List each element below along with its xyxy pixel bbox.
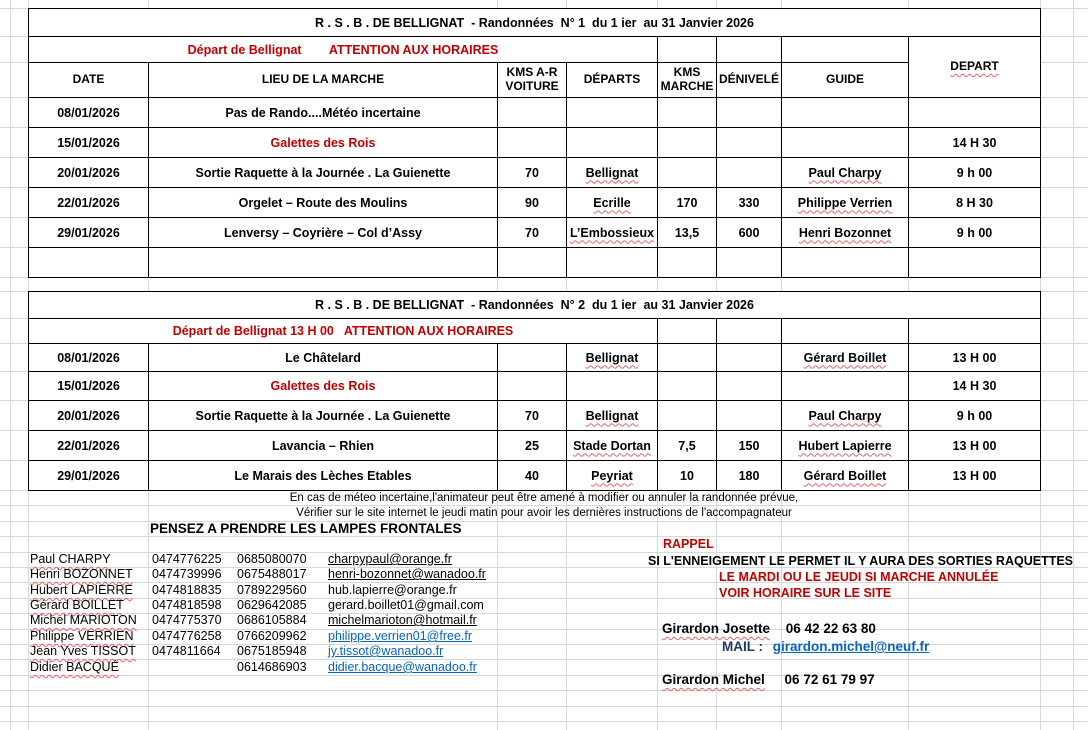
cell-depart: 13 H 00 <box>909 461 1041 491</box>
contact-name: Gérard BOILLET <box>30 598 124 612</box>
cell-kms-marche <box>658 401 717 431</box>
cell-lieu: Pas de Rando....Météo incertaine <box>149 98 498 128</box>
gridline <box>0 536 1088 537</box>
cell-empty <box>782 319 909 344</box>
cell-departs: Bellignat <box>567 158 658 188</box>
rando-table-2 <box>28 291 1041 491</box>
cell-denivele: 150 <box>717 431 782 461</box>
cell-departs: Stade Dortan <box>567 431 658 461</box>
contact-row <box>0 567 1088 582</box>
cell-kms-ar: 25 <box>498 431 567 461</box>
contact-phone-2: 0686105884 <box>237 613 307 627</box>
contact-phone-1: 0474811664 <box>152 644 221 658</box>
cell-departs <box>567 128 658 158</box>
column-header-kms-marche: KMS MARCHE <box>658 63 717 98</box>
cell-lieu: Sortie Raquette à la Journée . La Guienette <box>149 158 498 188</box>
gridline <box>0 690 1088 691</box>
weather-note: En cas de méteo incertaine,l'animateur peut être amené à modifier ou annuler la randonnée prévue, <box>289 492 799 504</box>
cell-empty <box>149 248 498 278</box>
cell-departs: Bellignat <box>567 401 658 431</box>
contact-name: Michel MARIOTON <box>30 613 137 627</box>
cell-denivele: 180 <box>717 461 782 491</box>
cell-depart: 13 H 00 <box>909 344 1041 372</box>
contact-phone-1: 0474739996 <box>152 567 222 581</box>
cell-guide: Hubert Lapierre <box>782 431 909 461</box>
contact-phone-2: 0614686903 <box>237 660 307 674</box>
cell-kms-marche <box>658 372 717 401</box>
cell-depart: 14 H 30 <box>909 372 1041 401</box>
cell-guide <box>782 128 909 158</box>
contact-email-link[interactable]: didier.bacque@wanadoo.fr <box>328 660 477 674</box>
cell-guide: Gérard Boillet <box>782 461 909 491</box>
cell-denivele: 330 <box>717 188 782 218</box>
cell-kms-ar: 70 <box>498 158 567 188</box>
cell-kms-marche <box>658 98 717 128</box>
cell-kms-ar: 90 <box>498 188 567 218</box>
cell-date: 15/01/2026 <box>29 372 149 401</box>
cell-departs: L’Embossieux <box>567 218 658 248</box>
cell-kms-marche: 10 <box>658 461 717 491</box>
table1-subtitle: Départ de Bellignat ATTENTION AUX HORAIRES <box>29 37 658 63</box>
rando-table-1 <box>28 8 1041 278</box>
cell-guide: Philippe Verrien <box>782 188 909 218</box>
contact-email-link[interactable]: charpypaul@orange.fr <box>328 552 452 566</box>
contact-phone-2: 0789229560 <box>237 583 307 597</box>
contact-phone-2: 0685080070 <box>237 552 307 566</box>
cell-date: 22/01/2026 <box>29 188 149 218</box>
girardon-josette-phone: 06 42 22 63 80 <box>785 621 876 636</box>
cell-kms-ar <box>498 98 567 128</box>
cell-lieu: Galettes des Rois <box>149 372 498 401</box>
column-header-guide: GUIDE <box>782 63 909 98</box>
cell-departs <box>567 372 658 401</box>
girardon-michel-name: Girardon Michel <box>662 672 765 687</box>
cell-empty <box>567 248 658 278</box>
cell-kms-marche: 13,5 <box>658 218 717 248</box>
contact-row <box>0 660 1088 675</box>
cell-empty <box>658 248 717 278</box>
cell-date: 29/01/2026 <box>29 461 149 491</box>
cell-kms-ar <box>498 344 567 372</box>
contact-phone-1: 0474775370 <box>152 613 222 627</box>
cell-empty <box>909 248 1041 278</box>
contact-phone-2: 0675488017 <box>237 567 307 581</box>
cell-date: 08/01/2026 <box>29 344 149 372</box>
cell-departs <box>567 98 658 128</box>
cell-guide: Paul Charpy <box>782 158 909 188</box>
contact-email-link[interactable]: henri-bozonnet@wanadoo.fr <box>328 567 486 581</box>
girardon-michel-line <box>662 672 875 687</box>
cell-denivele <box>717 344 782 372</box>
rappel-title: RAPPEL <box>663 537 714 551</box>
cell-departs: Ecrille <box>567 188 658 218</box>
cell-denivele <box>717 158 782 188</box>
cell-depart <box>909 98 1041 128</box>
cell-date: 15/01/2026 <box>29 128 149 158</box>
contact-email: gerard.boillet01@gmail.com <box>328 598 484 612</box>
cell-lieu: Galettes des Rois <box>149 128 498 158</box>
cell-denivele <box>717 401 782 431</box>
column-header-departs: DÉPARTS <box>567 63 658 98</box>
contact-phone-2: 0766209962 <box>237 629 307 643</box>
column-header-kms-ar: KMS A-R VOITURE <box>498 63 567 98</box>
cell-lieu: Le Châtelard <box>149 344 498 372</box>
mail-label: MAIL : <box>722 639 763 654</box>
cell-date: 22/01/2026 <box>29 431 149 461</box>
contact-name: Jean Yves TISSOT <box>30 644 136 658</box>
cell-date: 20/01/2026 <box>29 158 149 188</box>
contact-email: hub.lapierre@orange.fr <box>328 583 457 597</box>
contact-email-link[interactable]: philippe.verrien01@free.fr <box>328 629 473 643</box>
cell-kms-ar: 70 <box>498 401 567 431</box>
contact-phone-2: 0675185948 <box>237 644 307 658</box>
cell-denivele <box>717 372 782 401</box>
rappel-line-site: VOIR HORAIRE SUR LE SITE <box>719 586 892 600</box>
contact-row <box>0 552 1088 567</box>
cell-depart: 9 h 00 <box>909 401 1041 431</box>
column-header-denivele: DÉNIVELÉ <box>717 63 782 98</box>
cell-denivele <box>717 98 782 128</box>
column-header-depart: DEPART <box>909 37 1041 98</box>
cell-empty <box>29 248 149 278</box>
cell-guide: Paul Charpy <box>782 401 909 431</box>
website-note: Vérifier sur le site internet le jeudi matin pour avoir les dernières instructions de l'accompagnateur <box>296 507 792 519</box>
cell-lieu: Lenversy – Coyrière – Col d’Assy <box>149 218 498 248</box>
cell-guide: Henri Bozonnet <box>782 218 909 248</box>
cell-empty <box>909 319 1041 344</box>
cell-lieu: Orgelet – Route des Moulins <box>149 188 498 218</box>
cell-kms-ar: 40 <box>498 461 567 491</box>
cell-depart: 13 H 00 <box>909 431 1041 461</box>
contact-phone-1: 0474776258 <box>152 629 222 643</box>
contact-phone-2: 0629642085 <box>237 598 307 612</box>
gridline <box>0 675 1088 676</box>
headlamp-note: PENSEZ A PRENDRE LES LAMPES FRONTALES <box>150 521 462 536</box>
contact-name: Philippe VERRIEN <box>30 629 134 643</box>
cell-empty <box>498 248 567 278</box>
table1-title: R . S . B . DE BELLIGNAT - Randonnées N° 1 du 1 ier au 31 Janvier 2026 <box>29 9 1041 37</box>
cell-empty <box>717 37 782 63</box>
girardon-josette-name: Girardon Josette <box>662 621 771 636</box>
rappel-line-snow: SI L'ENNEIGEMENT LE PERMET IL Y AURA DES SORTIES RAQUETTES <box>648 554 1074 568</box>
contact-phone-1: 0474818835 <box>152 583 222 597</box>
contact-row <box>0 583 1088 598</box>
cell-empty <box>658 319 717 344</box>
cell-guide: Gérard Boillet <box>782 344 909 372</box>
cell-date: 29/01/2026 <box>29 218 149 248</box>
cell-departs: Peyriat <box>567 461 658 491</box>
cell-lieu: Lavancia – Rhien <box>149 431 498 461</box>
cell-departs: Bellignat <box>567 344 658 372</box>
cell-empty <box>658 37 717 63</box>
contact-row <box>0 613 1088 628</box>
cell-empty <box>782 248 909 278</box>
cell-depart: 14 H 30 <box>909 128 1041 158</box>
cell-date: 08/01/2026 <box>29 98 149 128</box>
girardon-mail-line <box>722 639 929 654</box>
contact-name: Henri BOZONNET <box>30 567 133 581</box>
contact-phone-1: 0474776225 <box>152 552 222 566</box>
cell-empty <box>782 37 909 63</box>
column-header-lieu: LIEU DE LA MARCHE <box>149 63 498 98</box>
cell-kms-ar <box>498 372 567 401</box>
cell-guide <box>782 372 909 401</box>
contact-email-link[interactable]: jy.tissot@wanadoo.fr <box>328 644 444 658</box>
contact-row <box>0 598 1088 613</box>
cell-kms-ar <box>498 128 567 158</box>
cell-kms-marche: 7,5 <box>658 431 717 461</box>
girardon-michel-phone: 06 72 61 79 97 <box>784 672 875 687</box>
cell-denivele <box>717 128 782 158</box>
contact-phone-1: 0474818598 <box>152 598 222 612</box>
girardon-email-link[interactable]: girardon.michel@neuf.fr <box>772 639 930 654</box>
cell-date: 20/01/2026 <box>29 401 149 431</box>
cell-kms-marche <box>658 344 717 372</box>
cell-kms-marche <box>658 158 717 188</box>
girardon-josette-line <box>662 621 876 636</box>
cell-guide <box>782 98 909 128</box>
rappel-line-days: LE MARDI OU LE JEUDI SI MARCHE ANNULÉE <box>719 570 999 584</box>
gridline <box>0 505 1088 506</box>
column-header-date: DATE <box>29 63 149 98</box>
gridline <box>0 706 1088 707</box>
table2-title: R . S . B . DE BELLIGNAT - Randonnées N° 2 du 1 ier au 31 Janvier 2026 <box>29 292 1041 319</box>
contact-name: Paul CHARPY <box>30 552 111 566</box>
contact-email-link[interactable]: michelmarioton@hotmail.fr <box>328 613 477 627</box>
gridline <box>0 721 1088 722</box>
cell-depart: 8 H 30 <box>909 188 1041 218</box>
cell-kms-ar: 70 <box>498 218 567 248</box>
cell-kms-marche: 170 <box>658 188 717 218</box>
contact-name: Hubert LAPIERRE <box>30 583 133 597</box>
cell-depart: 9 h 00 <box>909 218 1041 248</box>
cell-lieu: Sortie Raquette à la Journée . La Guienette <box>149 401 498 431</box>
contact-name: Didier BACQUÉ <box>30 660 119 674</box>
table2-subtitle: Départ de Bellignat 13 H 00 ATTENTION AUX HORAIRES <box>29 319 658 344</box>
cell-denivele: 600 <box>717 218 782 248</box>
cell-kms-marche <box>658 128 717 158</box>
cell-empty <box>717 248 782 278</box>
cell-depart: 9 h 00 <box>909 158 1041 188</box>
cell-lieu: Le Marais des Lèches Etables <box>149 461 498 491</box>
cell-empty <box>717 319 782 344</box>
